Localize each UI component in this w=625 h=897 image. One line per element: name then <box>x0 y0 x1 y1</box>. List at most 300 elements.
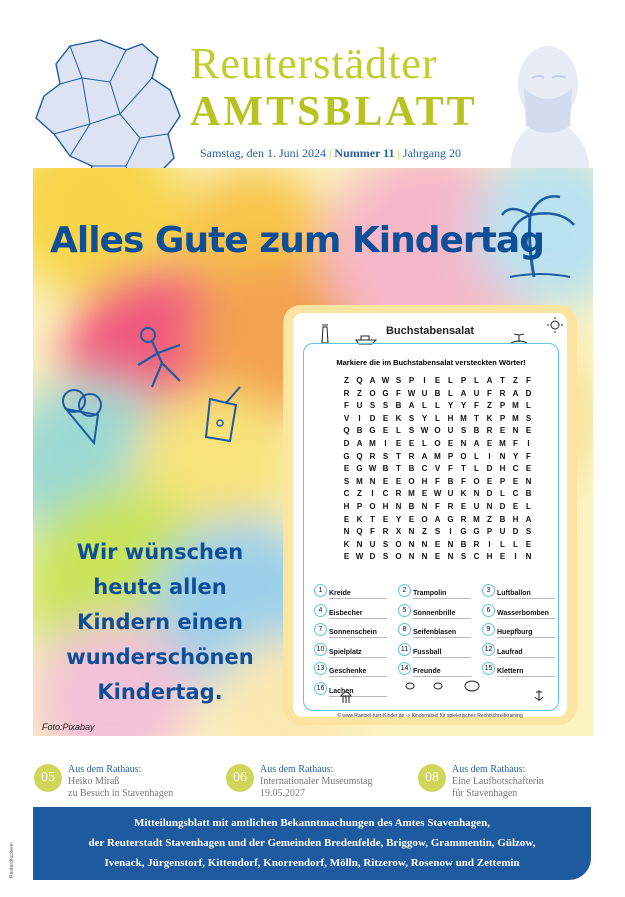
puzzle-instruction: Markiere die im Buchstabensalat versteckten Wörter! <box>336 358 526 367</box>
grid-letter[interactable]: E <box>382 426 389 436</box>
wish-line: wunderschönen <box>66 645 254 669</box>
grid-letter[interactable]: M <box>408 489 415 499</box>
grid-letter[interactable]: G <box>473 527 480 537</box>
grid-letter[interactable]: S <box>382 401 389 411</box>
word-label: Luftballon <box>497 589 555 599</box>
grid-letter[interactable]: I <box>358 413 361 423</box>
grid-letter[interactable]: O <box>395 539 402 549</box>
grid-letter[interactable]: W <box>368 464 377 474</box>
issue-separator: | <box>397 146 400 160</box>
word-label: Kreide <box>329 589 387 599</box>
grid-letter[interactable]: Z <box>344 376 349 385</box>
grid-letter[interactable]: F <box>526 451 531 461</box>
grid-letter[interactable]: L <box>526 501 531 511</box>
grid-letter[interactable]: R <box>460 514 467 524</box>
grid-letter[interactable]: O <box>473 476 480 486</box>
grid-letter[interactable]: O <box>434 426 441 436</box>
grid-letter[interactable]: O <box>434 438 441 448</box>
word-number: 6 <box>482 604 495 617</box>
grid-letter[interactable]: T <box>500 376 505 385</box>
grid-letter[interactable]: H <box>512 514 519 524</box>
grid-letter[interactable]: B <box>499 514 506 524</box>
grid-letter[interactable]: A <box>525 514 532 524</box>
grid-letter[interactable]: E <box>395 438 402 448</box>
grid-letter[interactable]: S <box>408 426 415 436</box>
grid-letter[interactable]: B <box>460 539 467 549</box>
word-list-item <box>482 662 560 676</box>
grid-letter[interactable]: E <box>408 438 415 448</box>
grid-letter[interactable]: W <box>433 489 442 499</box>
grid-letter[interactable]: T <box>370 514 375 524</box>
grid-letter[interactable]: F <box>526 376 531 385</box>
grid-letter[interactable]: P <box>486 527 493 537</box>
grid-letter[interactable]: R <box>382 527 389 537</box>
grid-letter[interactable]: L <box>474 376 479 385</box>
footer-line: Mitteilungsblatt mit amtlichen Bekanntmachungen des Amtes Stavenhagen, <box>134 817 490 829</box>
grid-letter[interactable]: H <box>486 552 493 562</box>
grid-letter[interactable]: N <box>499 451 506 461</box>
grid-letter[interactable]: R <box>369 451 376 461</box>
grid-letter[interactable]: U <box>447 489 454 499</box>
grid-letter[interactable]: Q <box>356 527 363 537</box>
grid-letter[interactable]: L <box>396 426 401 436</box>
grid-letter[interactable]: B <box>382 464 389 474</box>
grid-letter[interactable]: O <box>395 552 402 562</box>
grid-letter[interactable]: V <box>434 464 441 474</box>
grid-letter[interactable]: N <box>421 552 428 562</box>
grid-letter[interactable]: K <box>395 413 402 423</box>
grid-letter[interactable]: N <box>408 552 415 562</box>
grid-letter[interactable]: E <box>382 476 389 486</box>
grid-letter[interactable]: B <box>408 464 415 474</box>
grid-letter[interactable]: G <box>382 388 389 398</box>
word-label: Geschenke <box>329 667 387 677</box>
grid-letter[interactable]: W <box>407 388 416 398</box>
grid-letter[interactable]: F <box>435 476 440 486</box>
grid-letter[interactable]: Z <box>357 489 362 499</box>
grid-letter[interactable]: E <box>499 552 506 562</box>
grid-letter[interactable]: N <box>512 426 519 436</box>
grid-letter[interactable]: E <box>525 426 532 436</box>
grid-letter[interactable]: B <box>356 426 363 436</box>
grid-letter[interactable]: U <box>421 388 428 398</box>
grid-letter[interactable]: C <box>343 489 350 499</box>
grid-letter[interactable]: H <box>499 464 506 474</box>
grid-letter[interactable]: A <box>434 514 441 524</box>
puzzle-title: Buchstabensalat <box>385 325 475 337</box>
grid-letter[interactable]: S <box>408 413 415 423</box>
grid-letter[interactable]: A <box>512 388 519 398</box>
grid-letter[interactable]: S <box>369 401 376 411</box>
grid-letter[interactable]: K <box>356 514 363 524</box>
grid-letter[interactable]: W <box>355 552 364 562</box>
grid-letter[interactable]: D <box>369 413 376 423</box>
grid-letter[interactable]: O <box>408 476 415 486</box>
grid-row <box>340 540 535 553</box>
grid-letter[interactable]: D <box>525 388 532 398</box>
grid-letter[interactable]: E <box>343 464 350 474</box>
grid-letter[interactable]: K <box>486 413 493 423</box>
grid-letter[interactable]: N <box>447 539 454 549</box>
grid-letter[interactable]: I <box>371 489 374 499</box>
grid-letter[interactable]: U <box>369 539 376 549</box>
wish-line: heute allen <box>93 575 227 599</box>
grid-letter[interactable]: G <box>447 514 454 524</box>
grid-letter[interactable]: Y <box>512 451 519 461</box>
grid-letter[interactable]: B <box>473 426 480 436</box>
grid-letter[interactable]: Z <box>357 388 362 398</box>
grid-letter[interactable]: U <box>499 527 506 537</box>
grid-letter[interactable]: Q <box>343 426 350 436</box>
grid-letter[interactable]: I <box>488 451 491 461</box>
grid-letter[interactable]: R <box>395 489 402 499</box>
grid-letter[interactable]: F <box>474 401 479 411</box>
puzzle-source-note: © www.Raetsel-fuer-Kinder.de -> Kinderrätsel für spielerisches Rechtschreibtraining <box>337 713 523 719</box>
grid-letter[interactable]: M <box>473 514 480 524</box>
grid-letter[interactable]: S <box>525 413 532 423</box>
grid-letter[interactable]: E <box>421 489 428 499</box>
grid-letter[interactable]: B <box>408 501 415 511</box>
grid-letter[interactable]: M <box>434 451 441 461</box>
word-list-item <box>482 584 560 598</box>
grid-letter[interactable]: U <box>356 401 363 411</box>
grid-letter[interactable]: O <box>460 451 467 461</box>
grid-letter[interactable]: I <box>514 552 517 562</box>
grid-row <box>340 489 535 502</box>
grid-letter[interactable]: N <box>421 539 428 549</box>
grid-letter[interactable]: Q <box>356 451 363 461</box>
grid-letter[interactable]: E <box>382 413 389 423</box>
word-label: Huepfburg <box>497 628 555 638</box>
word-list-item <box>314 623 392 637</box>
footer-banner <box>33 807 591 880</box>
grid-letter[interactable]: R <box>473 539 480 549</box>
grid-letter[interactable]: L <box>474 451 479 461</box>
grid-letter[interactable]: N <box>408 539 415 549</box>
grid-letter[interactable]: S <box>382 552 389 562</box>
grid-letter[interactable]: N <box>369 476 376 486</box>
grid-letter[interactable]: E <box>434 376 441 385</box>
grid-letter[interactable]: A <box>356 438 363 448</box>
grid-letter[interactable]: M <box>356 476 363 486</box>
grid-letter[interactable]: L <box>448 388 453 398</box>
grid-letter[interactable]: P <box>499 476 506 486</box>
grid-letter[interactable]: M <box>512 401 519 411</box>
grid-letter[interactable]: E <box>408 514 415 524</box>
grid-letter[interactable]: R <box>408 451 415 461</box>
teaser-line: Internationaler Museumstag <box>260 776 373 787</box>
masthead-title-line2: AMTSBLATT <box>190 89 478 135</box>
portrait-graphic <box>490 32 600 172</box>
grid-letter[interactable]: H <box>382 501 389 511</box>
word-label: Sonnenbrille <box>413 609 471 619</box>
grid-row <box>340 527 535 540</box>
page-number-badge: 06 <box>226 764 254 792</box>
grid-letter[interactable]: Z <box>513 376 518 385</box>
grid-letter[interactable]: L <box>513 539 518 549</box>
grid-letter[interactable]: E <box>460 501 467 511</box>
grid-letter[interactable]: U <box>447 426 454 436</box>
grid-letter[interactable]: M <box>460 413 467 423</box>
word-list-item <box>398 584 476 598</box>
grid-letter[interactable]: U <box>473 501 480 511</box>
grid-letter[interactable]: B <box>447 476 454 486</box>
wish-line: Wir wünschen <box>76 540 244 564</box>
word-search-puzzle <box>283 305 577 725</box>
grid-letter[interactable]: E <box>512 501 519 511</box>
grid-letter[interactable]: B <box>525 489 532 499</box>
word-label: Spielplatz <box>329 648 387 658</box>
grid-letter[interactable]: G <box>369 426 376 436</box>
word-number: 10 <box>314 643 327 656</box>
grid-letter[interactable]: E <box>434 539 441 549</box>
word-list-item <box>398 604 476 618</box>
word-number: 2 <box>398 584 411 597</box>
word-number: 9 <box>482 623 495 636</box>
grid-letter[interactable]: F <box>396 388 401 398</box>
teaser-heading: Aus dem Rathaus: <box>452 764 526 775</box>
grid-letter[interactable]: L <box>435 401 440 411</box>
grid-letter[interactable]: M <box>499 438 506 448</box>
teaser-line: 19.05.2027 <box>260 788 305 799</box>
grid-letter[interactable]: E <box>447 438 454 448</box>
grid-letter[interactable]: C <box>512 489 519 499</box>
masthead-title-line1: Reuterstädter <box>190 39 438 88</box>
grid-letter[interactable]: C <box>473 552 480 562</box>
grid-letter[interactable]: S <box>382 539 389 549</box>
grid-letter[interactable]: B <box>434 388 441 398</box>
grid-letter[interactable]: D <box>499 501 506 511</box>
grid-letter[interactable]: Q <box>356 376 363 385</box>
grid-letter[interactable]: E <box>512 476 519 486</box>
grid-letter[interactable]: R <box>343 388 350 398</box>
grid-letter[interactable]: N <box>408 527 415 537</box>
grid-letter[interactable]: S <box>382 451 389 461</box>
issue-volume: Jahrgang 20 <box>402 146 462 160</box>
ice-cream-icon <box>58 385 108 445</box>
grid-letter[interactable]: W <box>420 426 429 436</box>
grid-letter[interactable]: H <box>421 476 428 486</box>
grid-letter[interactable]: S <box>460 552 467 562</box>
grid-letter[interactable]: M <box>369 438 376 448</box>
word-label: Laufrad <box>497 648 555 658</box>
grid-letter[interactable]: D <box>343 438 350 448</box>
grid-row <box>340 426 535 439</box>
grid-letter[interactable]: O <box>369 501 376 511</box>
grid-letter[interactable]: F <box>344 401 349 411</box>
grid-letter[interactable]: N <box>447 552 454 562</box>
grid-letter[interactable]: D <box>369 552 376 562</box>
grid-letter[interactable]: N <box>525 552 532 562</box>
word-number: 7 <box>314 623 327 636</box>
word-list-item <box>314 584 392 598</box>
word-number: 3 <box>482 584 495 597</box>
word-list-item <box>482 604 560 618</box>
grid-letter[interactable]: N <box>356 539 363 549</box>
grid-letter[interactable]: N <box>421 501 428 511</box>
grid-letter[interactable]: A <box>460 388 467 398</box>
grid-letter[interactable]: F <box>448 464 453 474</box>
grid-letter[interactable]: E <box>525 539 532 549</box>
grid-row <box>340 477 535 490</box>
grid-letter[interactable]: I <box>423 376 426 385</box>
grid-letter[interactable]: P <box>408 376 415 385</box>
grid-row <box>340 502 535 515</box>
word-label: Wasserbomben <box>497 609 555 619</box>
word-number: 14 <box>398 662 411 675</box>
grid-letter[interactable]: P <box>499 401 506 411</box>
grid-letter[interactable]: Z <box>422 527 427 537</box>
grid-letter[interactable]: A <box>408 401 415 411</box>
grid-letter[interactable]: P <box>499 413 506 423</box>
word-number: 15 <box>482 662 495 675</box>
grid-letter[interactable]: L <box>500 489 505 499</box>
grid-letter[interactable]: F <box>370 527 375 537</box>
grid-row <box>340 452 535 465</box>
word-number: 5 <box>398 604 411 617</box>
grid-letter[interactable]: E <box>499 426 506 436</box>
grid-letter[interactable]: U <box>473 388 480 398</box>
grid-letter[interactable]: A <box>421 451 428 461</box>
issue-number: Nummer 11 <box>334 146 395 160</box>
word-list-item <box>314 643 392 657</box>
grid-letter[interactable]: Y <box>447 401 454 411</box>
grid-letter[interactable]: R <box>499 388 506 398</box>
grid-letter[interactable]: D <box>486 489 493 499</box>
hero-wish-text <box>60 535 260 710</box>
letter-grid <box>340 376 535 565</box>
grid-letter[interactable]: F <box>513 438 518 448</box>
grid-letter[interactable]: L <box>500 539 505 549</box>
grid-letter[interactable]: L <box>474 464 479 474</box>
grid-letter[interactable]: Y <box>395 514 402 524</box>
grid-row <box>340 389 535 402</box>
issue-separator: | <box>329 146 332 160</box>
teaser-heading: Aus dem Rathaus: <box>260 764 334 775</box>
grid-letter[interactable]: E <box>486 476 493 486</box>
footer-line: der Reuterstadt Stavenhagen und der Gemeinden Bredenfelde, Briggow, Grammentin, Gülzow, <box>88 837 536 849</box>
grid-letter[interactable]: T <box>396 464 401 474</box>
page-number-badge: 05 <box>34 764 62 792</box>
grid-letter[interactable]: R <box>447 501 454 511</box>
grid-letter[interactable]: K <box>343 539 350 549</box>
grid-letter[interactable]: P <box>356 501 363 511</box>
grid-letter[interactable]: E <box>486 438 493 448</box>
grid-letter[interactable]: X <box>395 527 402 537</box>
anchor-icon <box>532 688 546 702</box>
grid-letter[interactable]: P <box>460 376 467 385</box>
grid-letter[interactable]: N <box>395 501 402 511</box>
grid-letter[interactable]: V <box>343 413 350 423</box>
grid-letter[interactable]: L <box>435 413 440 423</box>
grid-letter[interactable]: C <box>421 464 428 474</box>
grid-letter[interactable]: D <box>486 464 493 474</box>
word-list-item <box>314 604 392 618</box>
grid-letter[interactable]: F <box>487 388 492 398</box>
word-number: 16 <box>314 682 327 695</box>
grid-letter[interactable]: S <box>434 527 441 537</box>
grid-letter[interactable]: G <box>343 451 350 461</box>
grid-letter[interactable]: A <box>473 438 480 448</box>
grid-letter[interactable]: C <box>382 489 389 499</box>
grid-letter[interactable]: Y <box>460 401 467 411</box>
word-label: Trampolin <box>413 589 471 599</box>
grid-letter[interactable]: H <box>343 501 350 511</box>
sun-icon <box>547 317 563 333</box>
word-label: Sonnenschein <box>329 628 387 638</box>
grid-letter[interactable]: N <box>486 501 493 511</box>
grid-letter[interactable]: N <box>525 476 532 486</box>
word-list-item <box>398 662 476 676</box>
grid-letter[interactable]: D <box>512 527 519 537</box>
grid-letter[interactable]: N <box>460 438 467 448</box>
grid-letter[interactable]: E <box>343 514 350 524</box>
grid-letter[interactable]: B <box>395 401 402 411</box>
grid-letter[interactable]: E <box>434 552 441 562</box>
grid-letter[interactable]: G <box>356 464 363 474</box>
grid-row <box>340 515 535 528</box>
grid-letter[interactable]: L <box>422 438 427 448</box>
grid-letter[interactable]: Z <box>487 401 492 411</box>
grid-letter[interactable]: I <box>488 539 491 549</box>
puzzle-sheet <box>293 313 567 717</box>
grid-letter[interactable]: I <box>449 527 452 537</box>
grid-letter[interactable]: A <box>369 376 376 385</box>
word-number: 11 <box>398 643 411 656</box>
word-number: 4 <box>314 604 327 617</box>
word-list-item <box>482 643 560 657</box>
grid-letter[interactable]: A <box>486 376 493 385</box>
grid-letter[interactable]: S <box>525 527 532 537</box>
word-list-item <box>398 623 476 637</box>
grid-letter[interactable]: W <box>381 376 390 385</box>
grid-letter[interactable]: R <box>486 426 493 436</box>
grid-letter[interactable]: K <box>460 489 467 499</box>
grid-letter[interactable]: E <box>395 476 402 486</box>
grid-letter[interactable]: F <box>435 501 440 511</box>
grid-letter[interactable]: S <box>343 476 350 486</box>
grid-letter[interactable]: N <box>343 527 350 537</box>
grid-letter[interactable]: C <box>512 464 519 474</box>
grid-letter[interactable]: S <box>460 426 467 436</box>
grid-letter[interactable]: E <box>525 464 532 474</box>
grid-letter[interactable]: O <box>369 388 376 398</box>
grid-letter[interactable]: T <box>396 451 401 461</box>
grid-letter[interactable]: Z <box>487 514 492 524</box>
grid-letter[interactable]: Y <box>421 413 428 423</box>
grid-row <box>340 414 535 427</box>
grid-letter[interactable]: T <box>474 413 479 423</box>
grid-letter[interactable]: G <box>460 527 467 537</box>
grid-letter[interactable]: P <box>447 451 454 461</box>
word-list-item <box>482 623 560 637</box>
grid-letter[interactable]: T <box>461 464 466 474</box>
grid-letter[interactable]: L <box>448 376 453 385</box>
grid-letter[interactable]: E <box>382 514 389 524</box>
word-number: 1 <box>314 584 327 597</box>
grid-letter[interactable]: S <box>395 376 402 385</box>
grid-letter[interactable]: H <box>447 413 454 423</box>
grid-letter[interactable]: L <box>526 401 531 411</box>
grid-letter[interactable]: O <box>421 514 428 524</box>
grid-letter[interactable]: I <box>384 438 387 448</box>
grid-letter[interactable]: E <box>343 552 350 562</box>
grid-letter[interactable]: N <box>473 489 480 499</box>
grid-letter[interactable]: M <box>512 413 519 423</box>
grid-letter[interactable]: F <box>461 476 466 486</box>
grid-letter[interactable]: I <box>527 438 530 448</box>
grid-letter[interactable]: L <box>422 401 427 411</box>
